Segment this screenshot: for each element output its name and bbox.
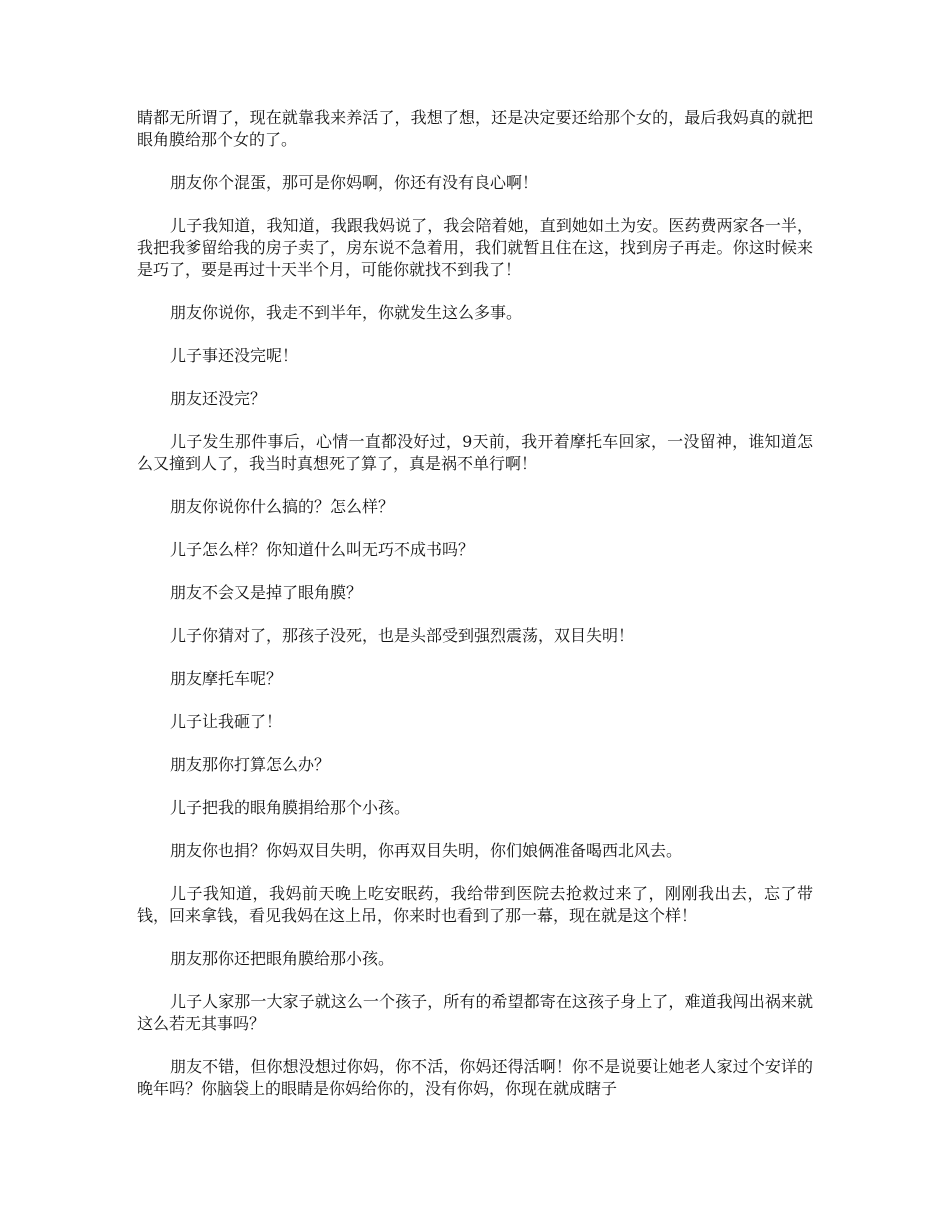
paragraph: 儿子我知道，我妈前天晚上吃安眠药，我给带到医院去抢救过来了，刚刚我出去，忘了带钱，回来拿钱，看见我妈在这上吊，你来时也看到了那一幕，现在就是这个样！ bbox=[137, 884, 813, 925]
paragraph: 朋友你说你，我走不到半年，你就发生这么多事。 bbox=[170, 303, 523, 322]
paragraph: 儿子你猜对了，那孩子没死，也是头部受到强烈震荡，双目失明！ bbox=[170, 626, 635, 645]
paragraph: 儿子把我的眼角膜捐给那个小孩。 bbox=[170, 798, 411, 817]
paragraph: 朋友还没完？ bbox=[170, 389, 267, 408]
paragraph: 朋友那你打算怎么办？ bbox=[170, 755, 331, 774]
paragraph: 儿子让我砸了！ bbox=[170, 712, 283, 731]
paragraph: 儿子我知道，我知道，我跟我妈说了，我会陪着她，直到她如土为安。医药费两家各一半，我把我爹留给我的房子卖了，房东说不急着用，我们就暂且住在这，找到房子再走。你这时候来是巧了，要是再过十天半个月，可能你就找不到我了！ bbox=[137, 216, 813, 279]
paragraph: 儿子发生那件事后，心情一直都没好过，9天前，我开着摩托车回家，一没留神，谁知道怎么又撞到人了，我当时真想死了算了，真是祸不单行啊！ bbox=[137, 432, 813, 473]
paragraph: 朋友摩托车呢？ bbox=[170, 669, 283, 688]
paragraph: 儿子怎么样？你知道什么叫无巧不成书吗？ bbox=[170, 540, 475, 559]
paragraph: 朋友不错，但你想没想过你妈，你不活，你妈还得活啊！你不是说要让她老人家过个安详的晚年吗？你脑袋上的眼睛是你妈给你的，没有你妈，你现在就成瞎子 bbox=[137, 1057, 813, 1098]
paragraph: 朋友你个混蛋，那可是你妈啊，你还有没有良心啊！ bbox=[170, 173, 539, 192]
paragraph: 朋友你说你什么搞的？怎么样？ bbox=[170, 497, 395, 516]
document-page bbox=[137, 107, 813, 1121]
paragraph: 朋友不会又是掉了眼角膜？ bbox=[170, 583, 363, 602]
paragraph: 儿子事还没完呢！ bbox=[170, 346, 299, 365]
paragraph: 睛都无所谓了，现在就靠我来养活了，我想了想，还是决定要还给那个女的，最后我妈真的就把眼角膜给那个女的了。 bbox=[137, 108, 813, 149]
paragraph: 朋友那你还把眼角膜给那小孩。 bbox=[170, 949, 395, 968]
paragraph: 朋友你也捐？你妈双目失明，你再双目失明，你们娘俩准备喝西北风去。 bbox=[170, 841, 683, 860]
paragraph: 儿子人家那一大家子就这么一个孩子，所有的希望都寄在这孩子身上了，难道我闯出祸来就这么若无其事吗？ bbox=[137, 992, 813, 1033]
